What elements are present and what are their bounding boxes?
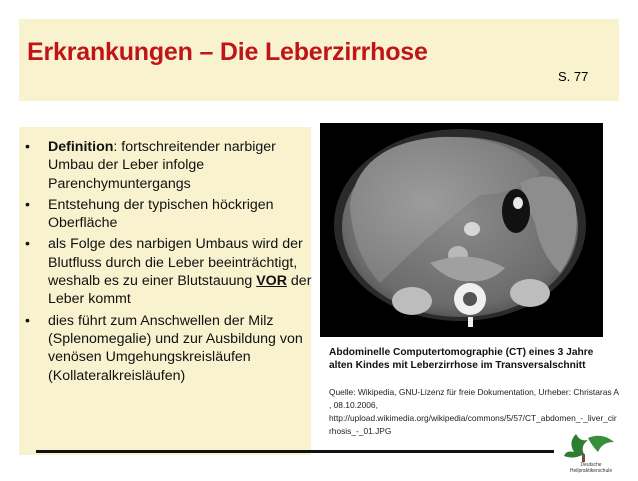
footer-divider — [36, 450, 554, 453]
page-number: S. 77 — [558, 69, 589, 84]
definition-text: : fortschreitender narbiger Umbau der Leber infolge Parenchymuntergangs — [48, 139, 276, 192]
definition-term: Definition — [48, 139, 114, 155]
bullet-definition — [22, 138, 312, 193]
emphasis-vor: VOR — [256, 273, 287, 290]
ct-scan-illustration — [320, 123, 603, 337]
bullet-marker: • — [25, 196, 30, 213]
bullet-text: Entstehung der typischen höckrigen Oberfläche — [48, 196, 274, 232]
bullet-text-after: der Leber kommt — [48, 273, 312, 308]
logo-text: Deutsche Heilpraktikerschule — [569, 462, 613, 474]
bullet-surface — [22, 196, 312, 233]
bullet-list — [22, 138, 312, 388]
bullet-spleen — [22, 312, 312, 385]
figure-source — [329, 386, 619, 438]
source-line-url: http://upload.wikimedia.org/wikipedia/commons/5/57/CT_abdomen_-_liver_cirrhosis_-_01.JPG — [329, 413, 617, 436]
figure-caption: Abdominelle Computertomographie (CT) eines 3 Jahre alten Kindes mit Leberzirrhose im Transversalschnitt — [329, 347, 594, 371]
bullet-marker: • — [25, 139, 30, 155]
ct-scan-image — [320, 123, 603, 337]
bullet-text: dies führt zum Anschwellen der Milz (Splenomegalie) und zur Ausbildung von venösen Umgehungskreisläufen (Kollateralkreisläufen) — [48, 312, 303, 384]
bullet-marker: • — [25, 236, 30, 253]
bullet-text-before: als Folge des narbigen Umbaus wird der Blutfluss durch die Leber beeinträchtigt, weshalb es zu einer Blutstauung — [48, 236, 303, 290]
source-line-attribution: Quelle: Wikipedia, GNU-Lizenz für freie Dokumentation, Urheber: Christaras A , 08.10.2006, — [329, 387, 619, 410]
bullet-bloodflow — [22, 235, 312, 308]
bullet-marker: • — [25, 312, 30, 329]
slide-title: Erkrankungen – Die Leberzirrhose — [27, 38, 428, 66]
